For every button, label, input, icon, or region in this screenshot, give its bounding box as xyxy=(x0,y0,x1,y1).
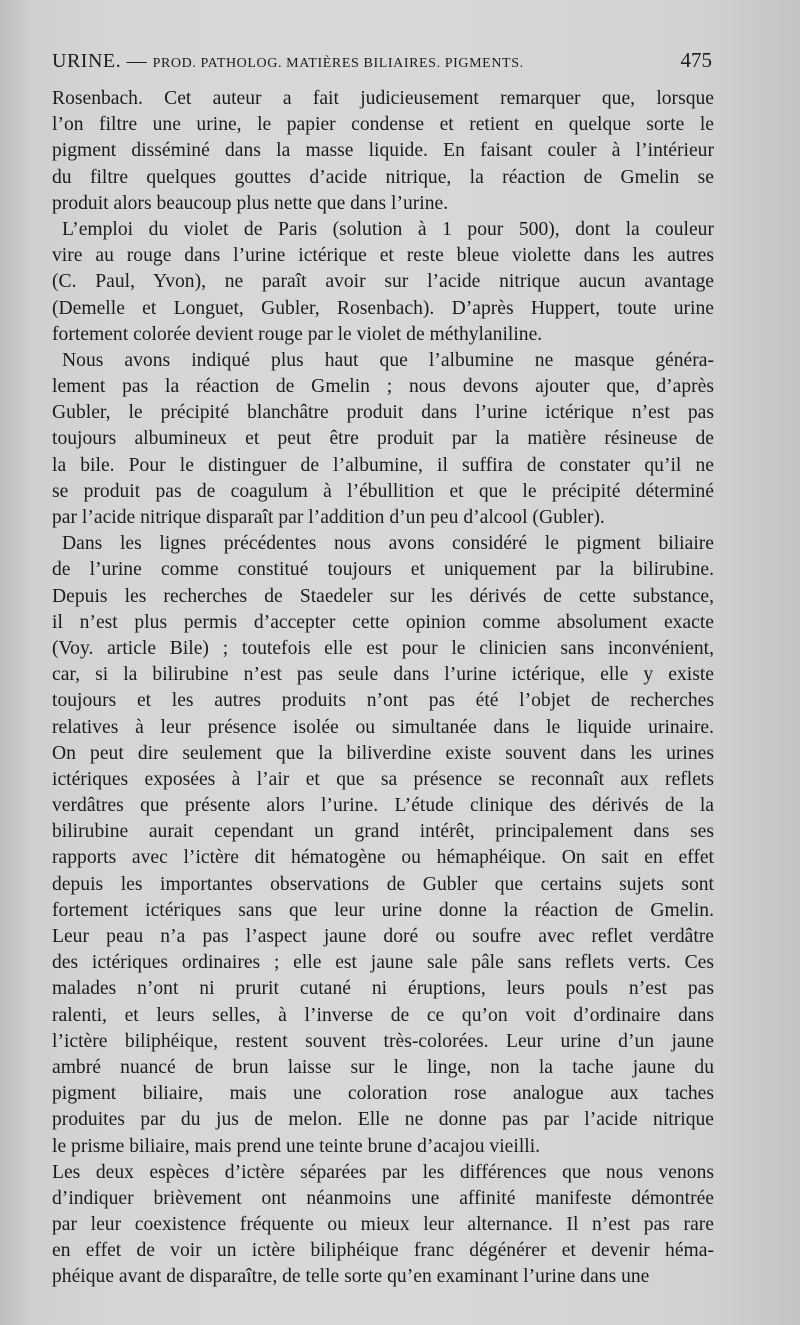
running-head-subtitle: PROD. PATHOLOG. MATIÈRES BILIAIRES. PIGMENTS. xyxy=(152,56,524,71)
text-line: vire au rouge dans l’urine ictérique et reste bleue violette dans les autres xyxy=(52,245,714,267)
text-line: bilirubine aurait cependant un grand intérêt, principalement dans ses xyxy=(52,821,714,843)
text-line: Les deux espèces d’ictère séparées par les différences que nous venons xyxy=(52,1161,714,1183)
text-line: des ictériques ordinaires ; elle est jaune sale pâle sans reflets verts. Ces xyxy=(52,952,714,974)
text-line: par l’acide nitrique disparaît par l’addition d’un peu d’alcool (Gubler). xyxy=(52,507,605,528)
text-line: Rosenbach. Cet auteur a fait judicieusement remarquer que, lorsque xyxy=(52,88,714,109)
running-head xyxy=(52,48,712,84)
text-line: (Demelle et Longuet, Gubler, Rosenbach). D’après Huppert, toute urine xyxy=(52,297,714,319)
text-line: l’ictère biliphéique, restent souvent très-colorées. Leur urine d’un jaune xyxy=(52,1030,714,1052)
running-head-dash: — xyxy=(126,50,148,72)
text-line: ralenti, et leurs selles, à l’inverse de ce qu’on voit d’ordinaire dans xyxy=(52,1004,714,1026)
text-line: relatives à leur présence isolée ou simultanée dans le liquide urinaire. xyxy=(52,716,714,738)
text-line: ictériques exposées à l’air et que sa présence se reconnaît aux reflets xyxy=(52,768,714,790)
text-line: (C. Paul, Yvon), ne paraît avoir sur l’acide nitrique aucun avantage xyxy=(52,271,714,293)
text-line: Nous avons indiqué plus haut que l’albumine ne masque généra- xyxy=(62,349,714,371)
text-line: du filtre quelques gouttes d’acide nitrique, la réaction de Gmelin se xyxy=(52,166,714,188)
text-line: L’emploi du violet de Paris (solution à 1 pour 500), dont la couleur xyxy=(62,218,714,240)
text-line: produites par du jus de melon. Elle ne donne pas par l’acide nitrique xyxy=(52,1109,714,1131)
text-line: toujours et les autres produits n’ont pas été l’objet de recherches xyxy=(52,690,714,712)
text-line: la bile. Pour le distinguer de l’albumine, il suffira de constater qu’il ne xyxy=(52,454,714,476)
text-line: rapports avec l’ictère dit hématogène ou hémaphéique. On sait en effet xyxy=(52,847,714,869)
text-line: l’on filtre une urine, le papier condense et retient en quelque sorte le xyxy=(52,114,714,136)
page-number: 475 xyxy=(680,48,712,72)
text-line: en effet de voir un ictère biliphéique franc dégénérer et devenir héma- xyxy=(52,1240,714,1262)
text-line: malades n’ont ni prurit cutané ni éruptions, leurs pouls n’est pas xyxy=(52,978,714,1000)
text-line: (Voy. article Bile) ; toutefois elle est pour le clinicien sans inconvénient, xyxy=(52,637,714,659)
text-line: de l’urine comme constitué toujours et uniquement par la bilirubine. xyxy=(52,559,714,581)
text-line: Depuis les recherches de Staedeler sur les dérivés de cette substance, xyxy=(52,585,714,607)
text-line: car, si la bilirubine n’est pas seule dans l’urine ictérique, elle y existe xyxy=(52,664,714,686)
text-line: toujours albumineux et peut être produit par la matière résineuse de xyxy=(52,428,714,450)
text-line: par leur coexistence fréquente ou mieux leur alternance. Il n’est pas rare xyxy=(52,1214,714,1236)
text-line: On peut dire seulement que la biliverdine existe souvent dans les urines xyxy=(52,742,714,764)
text-line: il n’est plus permis d’accepter cette opinion comme absolument exacte xyxy=(52,611,714,633)
text-line: pigment disséminé dans la masse liquide. En faisant couler à l’intérieur xyxy=(52,140,714,162)
text-line: d’indiquer brièvement ont néanmoins une affinité manifeste démontrée xyxy=(52,1187,714,1209)
text-line: produit alors beaucoup plus nette que dans l’urine. xyxy=(52,192,449,214)
text-line: Dans les lignes précédentes nous avons considéré le pigment biliaire xyxy=(62,533,714,555)
text-line: Leur peau n’a pas l’aspect jaune doré ou soufre avec reflet verdâtre xyxy=(52,926,714,947)
body-text xyxy=(52,86,714,1291)
text-line: se produit pas de coagulum à l’ébullition et que le précipité déterminé xyxy=(52,480,714,502)
text-line: phéique avant de disparaître, de telle sorte qu’en examinant l’urine dans une xyxy=(52,1266,650,1288)
text-line: fortement colorée devient rouge par le violet de méthylaniline. xyxy=(52,323,543,345)
text-line: Gubler, le précipité blanchâtre produit dans l’urine ictérique n’est pas xyxy=(52,402,714,424)
text-line: lement pas la réaction de Gmelin ; nous devons ajouter que, d’après xyxy=(52,376,714,398)
running-head-title xyxy=(52,50,524,73)
text-line: verdâtres que présente alors l’urine. L’étude clinique des dérivés de la xyxy=(52,795,714,817)
running-head-main: URINE. xyxy=(52,50,122,72)
text-line: pigment biliaire, mais une coloration rose analogue aux taches xyxy=(52,1083,714,1105)
text-line: depuis les importantes observations de Gubler que certains sujets sont xyxy=(52,873,714,895)
text-line: fortement ictériques sans que leur urine donne la réaction de Gmelin. xyxy=(52,899,714,921)
text-line: le prisme biliaire, mais prend une teinte brune d’acajou vieilli. xyxy=(52,1135,541,1157)
text-line: ambré nuancé de brun laisse sur le linge, non la tache jaune du xyxy=(52,1056,714,1078)
